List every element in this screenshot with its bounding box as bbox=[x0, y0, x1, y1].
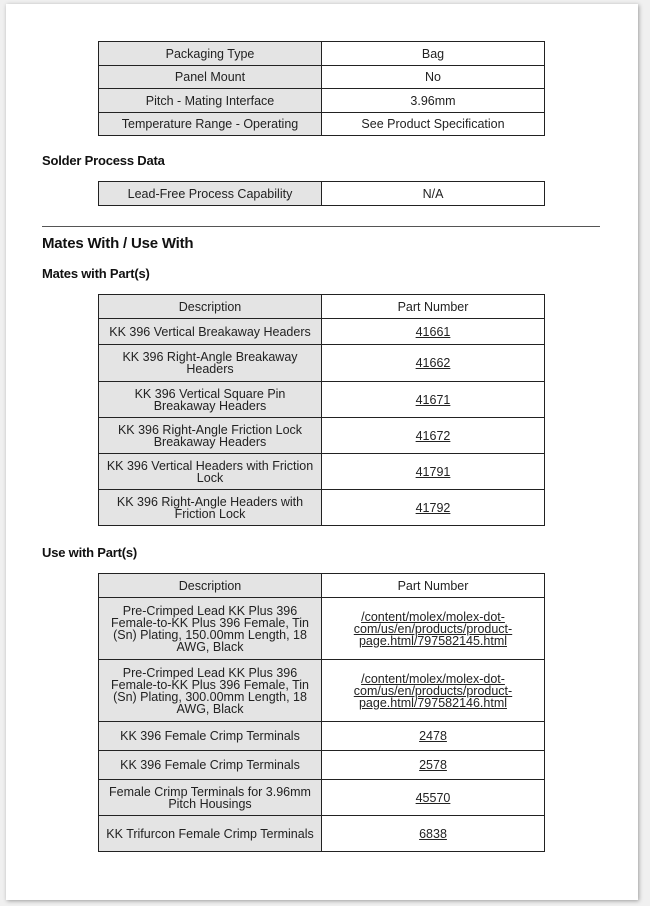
part-number-link[interactable]: 41662 bbox=[415, 356, 451, 370]
part-description: KK 396 Vertical Breakaway Headers bbox=[99, 319, 322, 345]
table-row bbox=[99, 660, 545, 722]
table-row bbox=[99, 382, 545, 418]
table-header-row bbox=[99, 295, 545, 319]
table-row bbox=[99, 751, 545, 780]
part-description: KK 396 Female Crimp Terminals bbox=[99, 722, 322, 751]
part-description: KK Trifurcon Female Crimp Terminals bbox=[99, 816, 322, 852]
use-with-table bbox=[98, 573, 545, 852]
property-label: Lead-Free Process Capability bbox=[99, 182, 322, 206]
part-number-link[interactable]: /content/molex/molex-dot-com/us/en/products/product-page.html/797582145.html bbox=[353, 609, 513, 648]
table-row bbox=[99, 89, 545, 113]
table-row bbox=[99, 345, 545, 382]
part-number-link[interactable]: 41792 bbox=[415, 500, 451, 515]
table-row bbox=[99, 454, 545, 490]
part-description: Female Crimp Terminals for 3.96mm Pitch Housings bbox=[99, 780, 322, 816]
property-label: Pitch - Mating Interface bbox=[99, 89, 322, 113]
table-header-row bbox=[99, 574, 545, 598]
table-row bbox=[99, 182, 545, 206]
part-number-link[interactable]: /content/molex/molex-dot-com/us/en/products/product-page.html/797582146.html bbox=[353, 671, 513, 710]
part-number-link[interactable]: 41661 bbox=[415, 324, 451, 339]
solder-process-table bbox=[98, 181, 545, 206]
column-header-description: Description bbox=[99, 295, 322, 319]
column-header-part-number: Part Number bbox=[322, 295, 545, 319]
part-number-link[interactable]: 6838 bbox=[419, 826, 447, 841]
part-description: Pre-Crimped Lead KK Plus 396 Female-to-KK Plus 396 Female, Tin (Sn) Plating, 150.00mm Length, 18 AWG, Black bbox=[99, 598, 322, 660]
use-with-heading: Use with Part(s) bbox=[42, 545, 138, 560]
property-label: Panel Mount bbox=[99, 66, 322, 89]
property-label: Packaging Type bbox=[99, 42, 322, 66]
mates-use-with-heading: Mates With / Use With bbox=[42, 235, 194, 252]
part-description: KK 396 Vertical Headers with Friction Lock bbox=[99, 454, 322, 490]
table-row bbox=[99, 722, 545, 751]
property-value: No bbox=[322, 66, 545, 89]
table-row bbox=[99, 816, 545, 852]
property-label: Temperature Range - Operating bbox=[99, 113, 322, 136]
part-description: KK 396 Vertical Square Pin Breakaway Headers bbox=[99, 382, 322, 418]
table-row bbox=[99, 319, 545, 345]
column-header-description: Description bbox=[99, 574, 322, 598]
part-description: KK 396 Right-Angle Friction Lock Breakaway Headers bbox=[99, 418, 322, 454]
table-row bbox=[99, 780, 545, 816]
column-header-part-number: Part Number bbox=[322, 574, 545, 598]
part-number-link[interactable]: 2578 bbox=[419, 758, 447, 772]
property-value: See Product Specification bbox=[322, 113, 545, 136]
part-number-link[interactable]: 45570 bbox=[415, 790, 451, 805]
document-page bbox=[6, 4, 638, 900]
part-description: KK 396 Right-Angle Headers with Friction Lock bbox=[99, 490, 322, 526]
part-number-link[interactable]: 41791 bbox=[415, 464, 451, 479]
table-row bbox=[99, 490, 545, 526]
part-description: KK 396 Right-Angle Breakaway Headers bbox=[99, 345, 322, 382]
property-value: 3.96mm bbox=[322, 89, 545, 113]
part-description: Pre-Crimped Lead KK Plus 396 Female-to-KK Plus 396 Female, Tin (Sn) Plating, 300.00mm Length, 18 AWG, Black bbox=[99, 660, 322, 722]
solder-process-heading: Solder Process Data bbox=[42, 153, 165, 168]
property-value: N/A bbox=[322, 182, 545, 206]
section-divider bbox=[42, 226, 600, 227]
property-value: Bag bbox=[322, 42, 545, 66]
mates-with-table bbox=[98, 294, 545, 526]
table-row bbox=[99, 598, 545, 660]
table-row bbox=[99, 66, 545, 89]
table-row bbox=[99, 113, 545, 136]
general-properties-table bbox=[98, 41, 545, 136]
table-row bbox=[99, 42, 545, 66]
part-number-link[interactable]: 41671 bbox=[415, 392, 451, 407]
part-number-link[interactable]: 2478 bbox=[419, 729, 447, 743]
mates-with-heading: Mates with Part(s) bbox=[42, 266, 150, 281]
part-description: KK 396 Female Crimp Terminals bbox=[99, 751, 322, 780]
table-row bbox=[99, 418, 545, 454]
part-number-link[interactable]: 41672 bbox=[415, 428, 451, 443]
